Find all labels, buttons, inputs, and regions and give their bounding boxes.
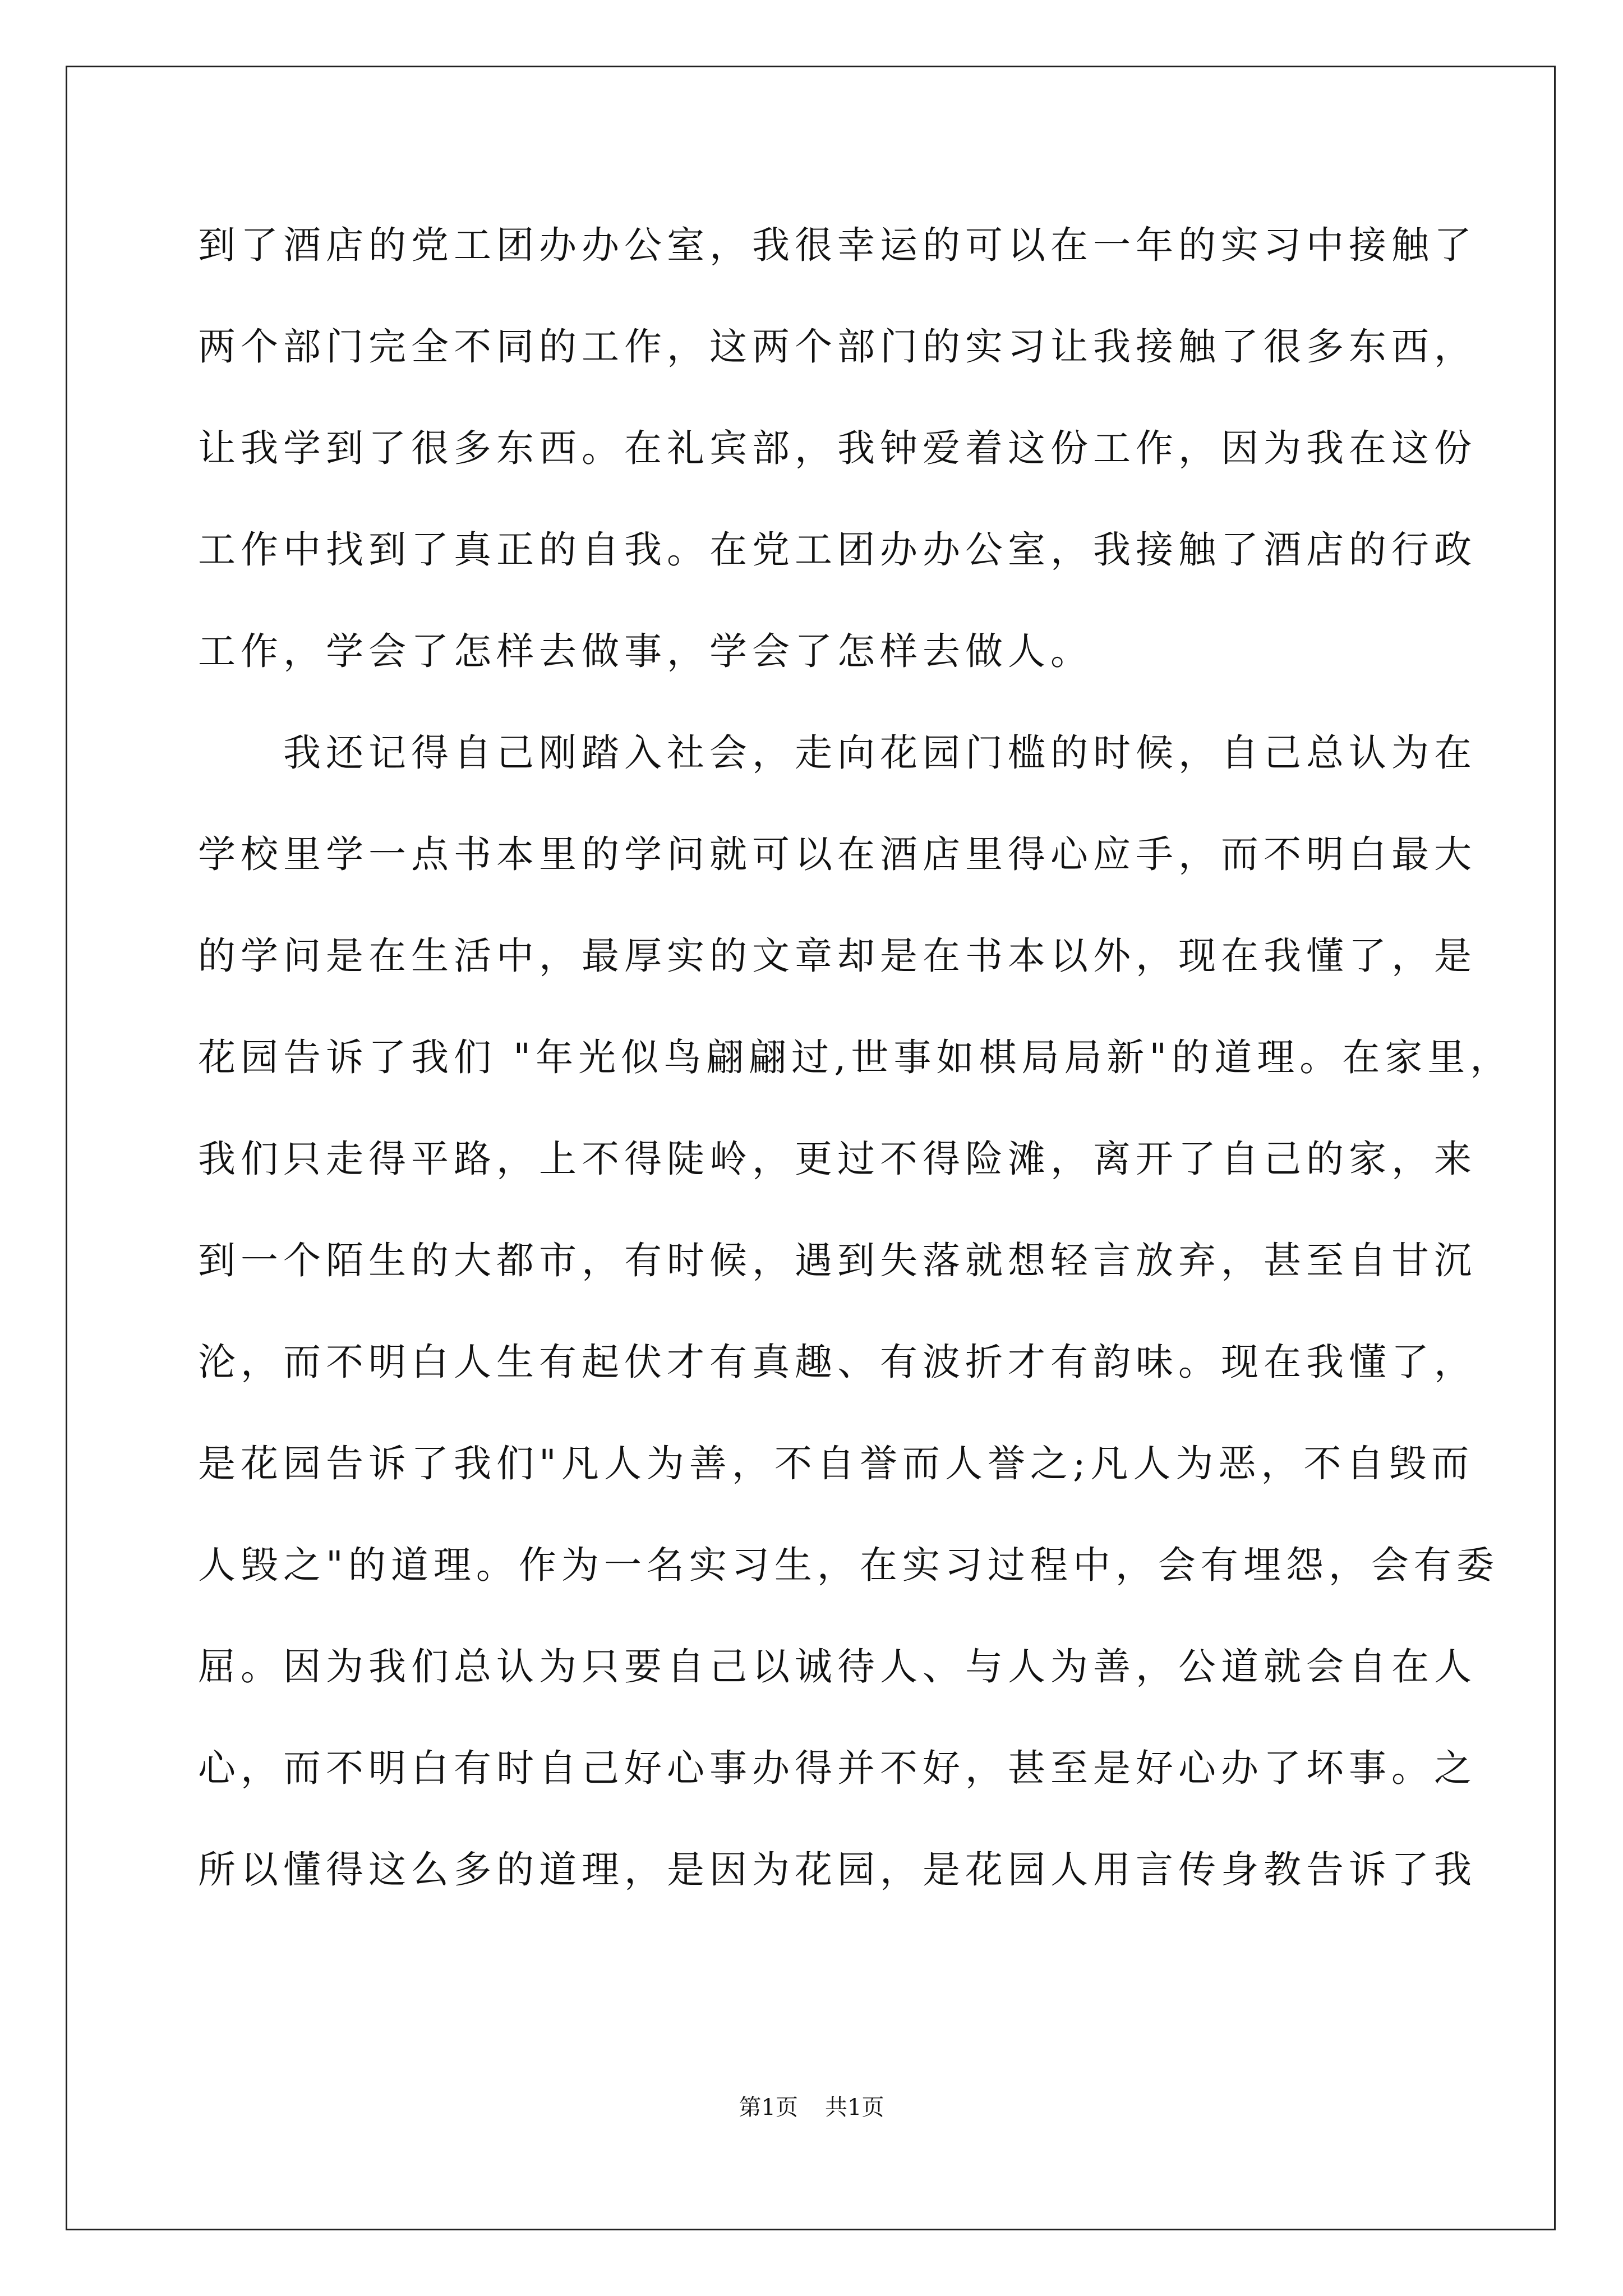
text-line: 花园告诉了我们 "年光似鸟翩翩过,世事如棋局局新"的道理。在家里，: [198, 1036, 1513, 1079]
page-number: 第1页: [739, 2095, 798, 2120]
text-line: 是花园告诉了我们"凡人为善，不自誉而人誉之;凡人为恶，不自毁而: [198, 1442, 1474, 1485]
text-line: 人毁之"的道理。作为一名实习生，在实习过程中，会有埋怨，会有委: [198, 1543, 1499, 1587]
text-line: 到一个陌生的大都市，有时候，遇到失落就想轻言放弃，甚至自甘沉: [198, 1239, 1477, 1282]
text-line: 心，而不明白有时自己好心事办得并不好，甚至是好心办了坏事。之: [198, 1746, 1477, 1790]
text-line: 所以懂得这么多的道理，是因为花园，是花园人用言传身教告诉了我: [198, 1848, 1477, 1892]
text-line: 学校里学一点书本里的学问就可以在酒店里得心应手，而不明白最大: [198, 832, 1477, 876]
text-line: 我们只走得平路，上不得陡岭，更过不得险滩，离开了自己的家，来: [198, 1137, 1477, 1181]
text-line: 两个部门完全不同的工作，这两个部门的实习让我接触了很多东西，: [198, 325, 1477, 369]
document-body: [198, 195, 1513, 1921]
page-footer: [0, 2091, 1623, 2124]
text-line: 工作，学会了怎样去做事，学会了怎样去做人。: [198, 629, 1093, 673]
text-line: 的学问是在生活中，最厚实的文章却是在书本以外，现在我懂了，是: [198, 934, 1477, 978]
text-line: 屈。因为我们总认为只要自己以诚待人、与人为善，公道就会自在人: [198, 1645, 1477, 1688]
text-line: 工作中找到了真正的自我。在党工团办办公室，我接触了酒店的行政: [198, 528, 1477, 572]
text-line: 让我学到了很多东西。在礼宾部，我钟爱着这份工作，因为我在这份: [198, 426, 1477, 470]
page-total: 共1页: [825, 2095, 884, 2120]
text-line: 到了酒店的党工团办办公室，我很幸运的可以在一年的实习中接触了: [198, 223, 1477, 267]
text-line: 我还记得自己刚踏入社会，走向花园门槛的时候，自己总认为在: [198, 731, 1477, 775]
text-line: 沦，而不明白人生有起伏才有真趣、有波折才有韵味。现在我懂了，: [198, 1340, 1477, 1384]
